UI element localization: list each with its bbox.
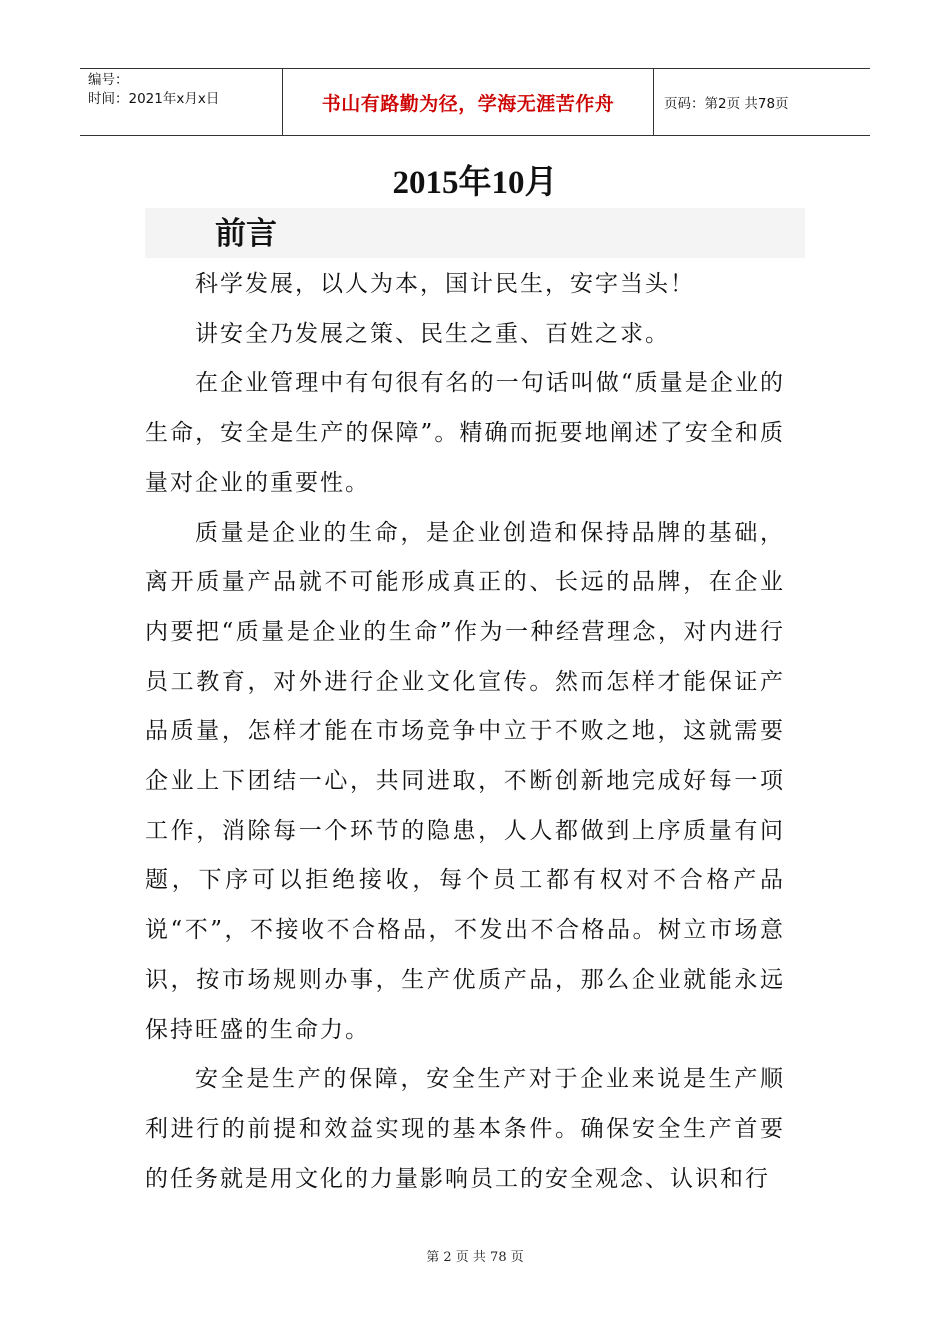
paragraph: 安全是生产的保障，安全生产对于企业来说是生产顺利进行的前提和效益实现的基本条件。确保安全生产首要的任务就是用文化的力量影响员工的安全观念、认识和行	[145, 1066, 785, 1192]
body-text	[145, 260, 785, 1204]
number-label: 编号：	[88, 72, 129, 88]
page-header	[80, 68, 870, 136]
page-footer: 第 2 页 共 78 页	[426, 1250, 524, 1265]
motto-text: 书山有路勤为径，学海无涯苦作舟	[321, 92, 615, 115]
header-meta	[80, 69, 282, 135]
paragraph: 质量是企业的生命，是企业创造和保持品牌的基础，离开质量产品就不可能形成真正的、长远的品牌，在企业内要把“质量是企业的生命”作为一种经营理念，对内进行员工教育，对外进行企业文化宣传。然而怎样才能保证产品质量，怎样才能在市场竞争中立于不败之地，这就需要企业上下团结一心，共同进取，不断创新地完成好每一项工作，消除每一个环节的隐患，人人都做到上序质量有问题，下序可以拒绝接收，每个员工都有权对不合格产品说“不”，不接收不合格品，不发出不合格品。树立市场意识，按市场规则办事，生产优质产品，那么企业就能永远保持旺盛的生命力。	[145, 519, 785, 1043]
paragraph: 讲安全乃发展之策、民生之重、百姓之求。	[195, 320, 670, 347]
paragraph: 科学发展，以人为本，国计民生，安字当头！	[195, 271, 695, 297]
header-motto-cell	[282, 69, 654, 135]
time-label: 时间：2021年x月x日	[88, 91, 220, 107]
paragraph: 在企业管理中有句很有名的一句话叫做“质量是企业的生命，安全是生产的保障”。精确而扼要地阐述了安全和质量对企业的重要性。	[145, 370, 785, 496]
header-page-info	[654, 69, 870, 135]
date-title: 2015年10月	[392, 165, 558, 201]
page-info-text: 页码：第2页 共78页	[664, 96, 789, 112]
section-title: 前言	[215, 216, 277, 252]
